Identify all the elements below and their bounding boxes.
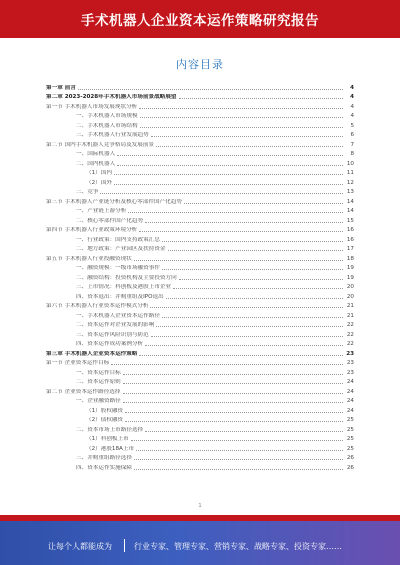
toc-leader-dots: [151, 136, 343, 137]
toc-entry[interactable]: [46, 81, 354, 91]
toc-entry-label: 二、资本运作对企业发展的影响: [76, 322, 155, 328]
toc-leader-dots: [162, 317, 343, 318]
toc-leader-dots: [114, 174, 343, 175]
toc-leader-dots: [139, 355, 343, 356]
toc-entry-page: 18: [346, 255, 354, 262]
toc-entry-label: 第二节 企业资本运作路径选择: [46, 388, 121, 395]
toc-entry-label: （2）债权融资: [86, 417, 124, 423]
toc-entry[interactable]: [46, 138, 354, 148]
toc-leader-dots: [156, 146, 343, 147]
toc-entry-label: 一、手术机器人企业资本运作路径: [76, 312, 160, 319]
toc-entry[interactable]: [46, 252, 354, 262]
toc-entry[interactable]: [46, 262, 354, 272]
toc-entry-page: 11: [346, 170, 354, 176]
toc-entry[interactable]: [46, 433, 354, 443]
toc-entry[interactable]: [46, 119, 354, 129]
toc-leader-dots: [123, 383, 343, 384]
toc-entry[interactable]: [46, 404, 354, 414]
toc-leader-dots: [150, 307, 343, 308]
toc-entry[interactable]: [46, 461, 354, 471]
toc-leader-dots: [134, 459, 343, 460]
toc-entry-page: 22: [346, 331, 354, 338]
toc-entry-page: 8: [350, 151, 354, 157]
toc-entry-page: 10: [346, 160, 354, 167]
toc-entry-page: 20: [346, 284, 354, 290]
toc-entry[interactable]: [46, 347, 354, 357]
toc-leader-dots: [100, 193, 343, 194]
toc-leader-dots: [151, 336, 343, 337]
toc-leader-dots: [117, 155, 343, 156]
toc-entry-label: 二、资本市场上市路径选择: [76, 426, 144, 433]
footer-roles: 行业专家、管理专家、营销专家、战略专家、投资专家……: [134, 542, 342, 551]
toc-entry[interactable]: [46, 148, 354, 158]
toc-entry[interactable]: [46, 186, 354, 196]
toc-heading: 内容目录: [176, 58, 224, 71]
toc-leader-dots: [145, 222, 343, 223]
footer-slogan: 让每个人都能成为: [48, 542, 112, 551]
toc-leader-dots: [128, 212, 343, 213]
toc-entry-page: 7: [350, 141, 354, 148]
toc-entry-label: 第一节 手术机器人市场发展现状分析: [46, 103, 138, 110]
toc-entry[interactable]: [46, 309, 354, 319]
toc-entry-page: 14: [346, 198, 354, 205]
toc-entry[interactable]: [46, 195, 354, 205]
toc-entry[interactable]: [46, 271, 354, 281]
toc-entry[interactable]: [46, 214, 354, 224]
toc-entry-label: 四、资本运作成功案例分析: [76, 341, 144, 347]
toc-entry[interactable]: [46, 129, 354, 139]
toc-entry-page: 24: [346, 398, 354, 404]
toc-entry-page: 22: [346, 322, 354, 328]
toc-entry-label: 第二章 2023-2028年手术机器人市场前景战略展望: [46, 94, 177, 100]
toc-entry-label: 第六节 手术机器人行业资本运作模式分析: [46, 303, 149, 309]
toc-leader-dots: [140, 117, 343, 118]
toc-leader-dots: [123, 374, 343, 375]
toc-leader-dots: [145, 431, 343, 432]
toc-entry-page: 4: [350, 103, 354, 110]
toc-leader-dots: [145, 345, 343, 346]
toc-entry-label: 二、地方政策：产业园区及扶持资金: [76, 246, 166, 252]
toc-leader-dots: [125, 421, 343, 422]
toc-entry-page: 16: [346, 236, 354, 243]
toc-leader-dots: [139, 108, 343, 109]
toc-entry-label: 一、融资规模：一级市场融资事件: [76, 265, 160, 271]
toc-entry-page: 4: [350, 84, 354, 91]
toc-entry-label: 三、资本运作风险识别与防范: [76, 331, 149, 338]
toc-entry-page: 20: [346, 293, 354, 300]
toc-entry-page: 25: [346, 445, 354, 452]
toc-entry[interactable]: [46, 110, 354, 120]
toc-entry-page: 26: [346, 464, 354, 471]
toc-entry-page: 4: [350, 94, 354, 100]
toc-leader-dots: [139, 231, 343, 232]
toc-leader-dots: [123, 402, 343, 403]
toc-entry[interactable]: [46, 328, 354, 338]
toc-entry-page: 16: [346, 227, 354, 233]
toc-entry[interactable]: [46, 100, 354, 110]
toc-entry-page: 25: [346, 436, 354, 442]
toc-entry[interactable]: [46, 281, 354, 291]
toc-entry[interactable]: [46, 300, 354, 310]
toc-list: [46, 81, 354, 471]
toc-entry-page: 14: [346, 208, 354, 214]
toc-entry-page: 4: [350, 113, 354, 119]
toc-leader-dots: [140, 127, 343, 128]
toc-entry-page: 24: [346, 379, 354, 385]
toc-entry[interactable]: [46, 452, 354, 462]
toc-entry-page: 24: [346, 407, 354, 414]
toc-leader-dots: [131, 440, 343, 441]
toc-leader-dots: [179, 279, 343, 280]
toc-leader-dots: [173, 288, 343, 289]
toc-entry-label: 第一章 前言: [46, 84, 76, 91]
toc-leader-dots: [168, 250, 343, 251]
toc-entry[interactable]: [46, 366, 354, 376]
toc-entry-label: （1）国内: [86, 170, 112, 176]
toc-entry-label: 二、核心零部件国产化趋势: [76, 217, 144, 224]
toc-entry-label: 一、手术机器人市场规模: [76, 113, 138, 119]
toc-leader-dots: [162, 241, 343, 242]
toc-entry-label: （2）国外: [86, 179, 112, 186]
toc-entry-page: 22: [346, 341, 354, 347]
toc-entry[interactable]: [46, 290, 354, 300]
toc-entry-page: 25: [346, 417, 354, 423]
toc-entry[interactable]: [46, 167, 354, 177]
toc-entry-label: （2）港股18A上市: [86, 445, 135, 452]
toc-leader-dots: [114, 184, 343, 185]
toc-entry-label: 第三章 手术机器人企业资本运作策略: [46, 350, 138, 357]
toc-entry[interactable]: [46, 91, 354, 101]
toc-leader-dots: [184, 203, 343, 204]
toc-leader-dots: [134, 469, 343, 470]
toc-entry[interactable]: [46, 233, 354, 243]
toc-entry-page: 19: [346, 274, 354, 281]
toc-entry-label: 二、融资结构：投资机构及主要投资方向: [76, 274, 177, 281]
toc-entry-page: 21: [346, 303, 354, 309]
footer-banner: [0, 515, 400, 565]
toc-leader-dots: [166, 298, 343, 299]
toc-entry-label: （1）股权融资: [86, 407, 124, 414]
toc-entry-page: 15: [346, 217, 354, 224]
toc-entry-page: 5: [350, 122, 354, 129]
toc-entry[interactable]: [46, 395, 354, 405]
toc-entry-label: 四、资本运作实施保障: [76, 464, 132, 471]
toc-leader-dots: [136, 450, 343, 451]
toc-leader-dots: [111, 364, 343, 365]
toc-entry-label: 第五节 手术机器人行业投融资现状: [46, 255, 132, 262]
toc-entry-page: 26: [346, 455, 354, 461]
toc-entry-page: 6: [350, 132, 354, 138]
toc-entry[interactable]: [46, 157, 354, 167]
toc-entry-label: 二、手术机器人市场结构: [76, 122, 138, 129]
toc-leader-dots: [179, 98, 343, 99]
report-title: 手术机器人企业资本运作策略研究报告: [81, 13, 319, 29]
toc-entry-label: 第二节 国内手术机器人竞争格局及发展前景: [46, 141, 155, 148]
toc-entry-page: 12: [346, 179, 354, 186]
toc-entry-label: （1）科创板上市: [86, 436, 129, 442]
toc-entry-label: 二、国内机器人: [76, 160, 116, 167]
toc-entry[interactable]: [46, 243, 354, 253]
toc-entry-page: 21: [346, 312, 354, 319]
toc-entry-label: 三、并购重组路径选择: [76, 455, 132, 461]
toc-entry-label: 四、资本退出：并购重组及IPO退出: [76, 293, 164, 300]
toc-entry-label: 第四节 手术机器人行业政策环境分析: [46, 227, 138, 233]
toc-entry-label: 第三节 手术机器人产业链分析及核心零部件国产化趋势: [46, 198, 183, 205]
toc-entry[interactable]: [46, 442, 354, 452]
toc-leader-dots: [134, 260, 343, 261]
header-banner: [0, 0, 400, 38]
toc-entry-label: 一、行业政策：国内支持政策汇总: [76, 236, 160, 243]
toc-entry[interactable]: [46, 423, 354, 433]
toc-entry-label: 三、手术机器人行业发展趋势: [76, 132, 149, 138]
toc-entry[interactable]: [46, 319, 354, 329]
toc-entry-page: 23: [346, 350, 354, 357]
toc-leader-dots: [117, 165, 343, 166]
toc-entry-page: 23: [346, 369, 354, 376]
toc-entry[interactable]: [46, 376, 354, 386]
toc-entry-label: 一、产业链上游分析: [76, 208, 127, 214]
toc-entry[interactable]: [46, 338, 354, 348]
toc-entry[interactable]: [46, 414, 354, 424]
toc-entry[interactable]: [46, 205, 354, 215]
toc-entry-page: 23: [346, 360, 354, 366]
toc-entry-page: 19: [346, 265, 354, 271]
toc-entry-label: 一、国际机器人: [76, 151, 116, 157]
toc-page: [0, 38, 400, 515]
toc-entry-page: 25: [346, 426, 354, 433]
toc-entry[interactable]: [46, 357, 354, 367]
page-number: 1: [198, 503, 202, 509]
footer-red-band: [0, 515, 400, 521]
toc-leader-dots: [156, 326, 343, 327]
toc-leader-dots: [162, 269, 343, 270]
toc-entry[interactable]: [46, 224, 354, 234]
toc-entry-page: 24: [346, 388, 354, 395]
toc-entry-page: 17: [346, 246, 354, 252]
toc-entry-label: 二、资本运作原则: [76, 379, 121, 385]
toc-entry-label: 三、上市情况：科创板及港股上市企业: [76, 284, 172, 290]
toc-entry-page: 13: [346, 189, 354, 195]
footer-divider: [124, 539, 125, 552]
toc-leader-dots: [125, 412, 343, 413]
toc-leader-dots: [123, 393, 344, 394]
toc-entry-label: 一、资本运作目标: [76, 369, 121, 376]
toc-entry-label: 一、企业融资路径: [76, 398, 121, 404]
toc-entry-label: 三、竞争: [76, 189, 99, 195]
toc-entry[interactable]: [46, 176, 354, 186]
toc-leader-dots: [78, 89, 343, 90]
toc-entry-label: 第一节 企业资本运作目标: [46, 360, 110, 366]
toc-entry[interactable]: [46, 385, 354, 395]
